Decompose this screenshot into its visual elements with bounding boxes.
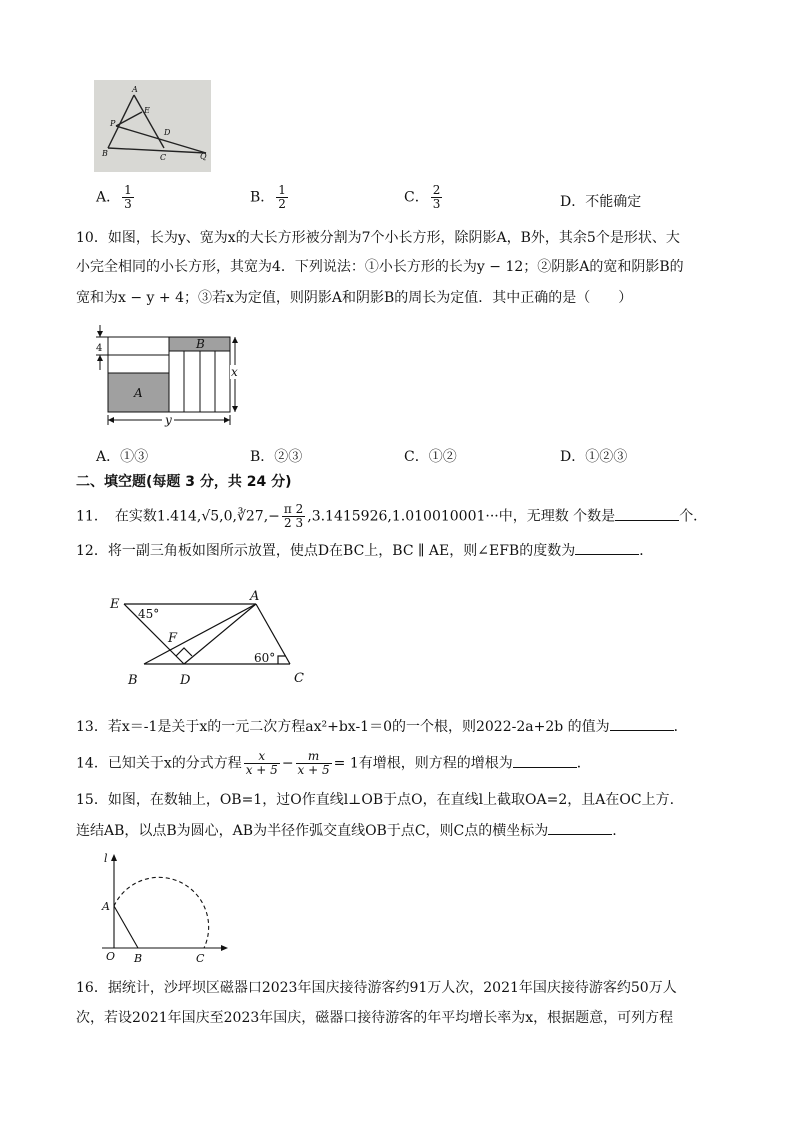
- q12-answer-blank[interactable]: [575, 540, 639, 555]
- q9-label-C: C: [160, 153, 167, 162]
- q12-angle-45: 45°: [138, 607, 160, 621]
- q9-label-E: E: [144, 106, 150, 115]
- q16-text-line2: 次，若设2021年国庆至2023年国庆，磁器口接待游客的年平均增长率为x，根据题意，可列方程: [76, 1010, 674, 1026]
- q10-label-x: x: [231, 365, 238, 379]
- q15-text-line1: 15．如图，在数轴上，OB=1，过O作直线l⊥OB于点O，在直线l上截取OA=2，且A在OC上方.: [76, 792, 675, 808]
- q9-label-D: D: [164, 128, 171, 137]
- q15-text-line2: 连结AB，以点B为圆心，AB为半径作弧交直线OB于点C，则C点的横坐标为 .: [76, 820, 617, 841]
- q10-option-c[interactable]: C．①②: [404, 449, 457, 465]
- q13-answer-blank[interactable]: [610, 716, 674, 731]
- q10-text-line1: 10．如图，长为y、宽为x的大长方形被分割为7个小长方形，除阴影A，B外，其余5个是形状、大: [76, 230, 680, 246]
- section-heading-fill-in: 二、填空题(每题 3 分，共 24 分): [76, 474, 292, 490]
- q15-figure-drawing: [94, 850, 234, 966]
- q15-label-l: l: [104, 852, 108, 865]
- q9-label-Q: Q: [200, 152, 207, 161]
- q9-option-a[interactable]: A． $\frac{1}{3}$: [96, 183, 132, 211]
- q15-label-C: C: [196, 952, 205, 965]
- q13-text: 13．若x＝-1是关于x的一元二次方程ax²+bx-1＝0的一个根，则2022-2a+2b 的值为 ．: [76, 716, 688, 737]
- q10-option-b[interactable]: B．②③: [250, 449, 303, 465]
- fraction: $\frac{x}{x + 5}$: [245, 749, 278, 777]
- q9-option-c[interactable]: C． $\frac{2}{3}$: [404, 183, 441, 211]
- fraction: $\frac{m}{x + 5}$: [297, 749, 330, 777]
- q16-text-line1: 16．据统计，沙坪坝区磁器口2023年国庆接待游客约91万人次，2021年国庆接待游客约50万人: [76, 980, 677, 996]
- q12-label-A: A: [250, 589, 260, 604]
- q12-figure-drawing: [104, 588, 314, 688]
- q12-label-B: B: [128, 673, 138, 688]
- q10-label-B: B: [196, 337, 205, 351]
- q12-label-E: E: [110, 597, 120, 612]
- q15-label-O: O: [106, 950, 116, 963]
- q9-option-d[interactable]: D．不能确定: [560, 194, 642, 210]
- q11-answer-blank[interactable]: [615, 506, 679, 521]
- q15-label-A: A: [102, 900, 110, 913]
- fraction: $\frac{1}{3}$: [124, 183, 132, 211]
- q9-label-P: P: [110, 119, 116, 128]
- q15-answer-blank[interactable]: [548, 820, 612, 835]
- q14-text: 14．已知关于x的分式方程 $\frac{x}{x + 5}$ − $\frac{m}{x + 5}$ = 1有增根，则方程的增根为 ．: [76, 749, 591, 777]
- fraction: $\frac{\pi 2}{2 3}$: [283, 502, 304, 530]
- q10-label-4: 4: [96, 343, 103, 354]
- q10-text-line3: 宽和为x − y + 4；③若x为定值，则阴影A和阴影B的周长为定值．其中正确的是（ ）: [76, 290, 633, 306]
- q12-label-D: D: [180, 673, 191, 688]
- q12-text: 12．将一副三角板如图所示放置，使点D在BC上，BC ∥ AE，则∠EFB的度数为 ．: [76, 540, 653, 561]
- q11-text: 11． 在实数1.414,√5,0,∛27,− $\frac{\pi 2}{2 3}$ ,3.1415926,1.010010001···中，无理数 个数是 个．: [76, 502, 708, 530]
- q10-figure-drawing: [90, 325, 250, 437]
- q10-option-a[interactable]: A．①③: [96, 449, 149, 465]
- q15-figure: [94, 850, 234, 966]
- fraction: $\frac{1}{2}$: [278, 183, 286, 211]
- q9-label-A: A: [132, 85, 138, 94]
- q9-figure-drawing: [94, 80, 211, 172]
- q10-label-y: y: [165, 413, 172, 427]
- q10-label-A: A: [134, 386, 143, 400]
- q9-figure: [94, 80, 211, 172]
- q10-figure: [90, 325, 250, 437]
- q9-label-B: B: [102, 149, 108, 158]
- q12-label-C: C: [294, 671, 304, 686]
- q14-answer-blank[interactable]: [513, 753, 577, 768]
- q15-label-B: B: [134, 952, 143, 965]
- q10-text-line2: 小完全相同的小长方形，其宽为4．下列说法：①小长方形的长为y − 12；②阴影A的宽和阴影B的: [76, 259, 684, 275]
- q9-option-b[interactable]: B． $\frac{1}{2}$: [250, 183, 286, 211]
- q12-angle-60: 60°: [254, 651, 276, 665]
- q10-option-d[interactable]: D．①②③: [560, 449, 628, 465]
- fraction: $\frac{2}{3}$: [432, 183, 441, 211]
- q12-label-F: F: [168, 631, 178, 646]
- q12-figure: [104, 588, 314, 688]
